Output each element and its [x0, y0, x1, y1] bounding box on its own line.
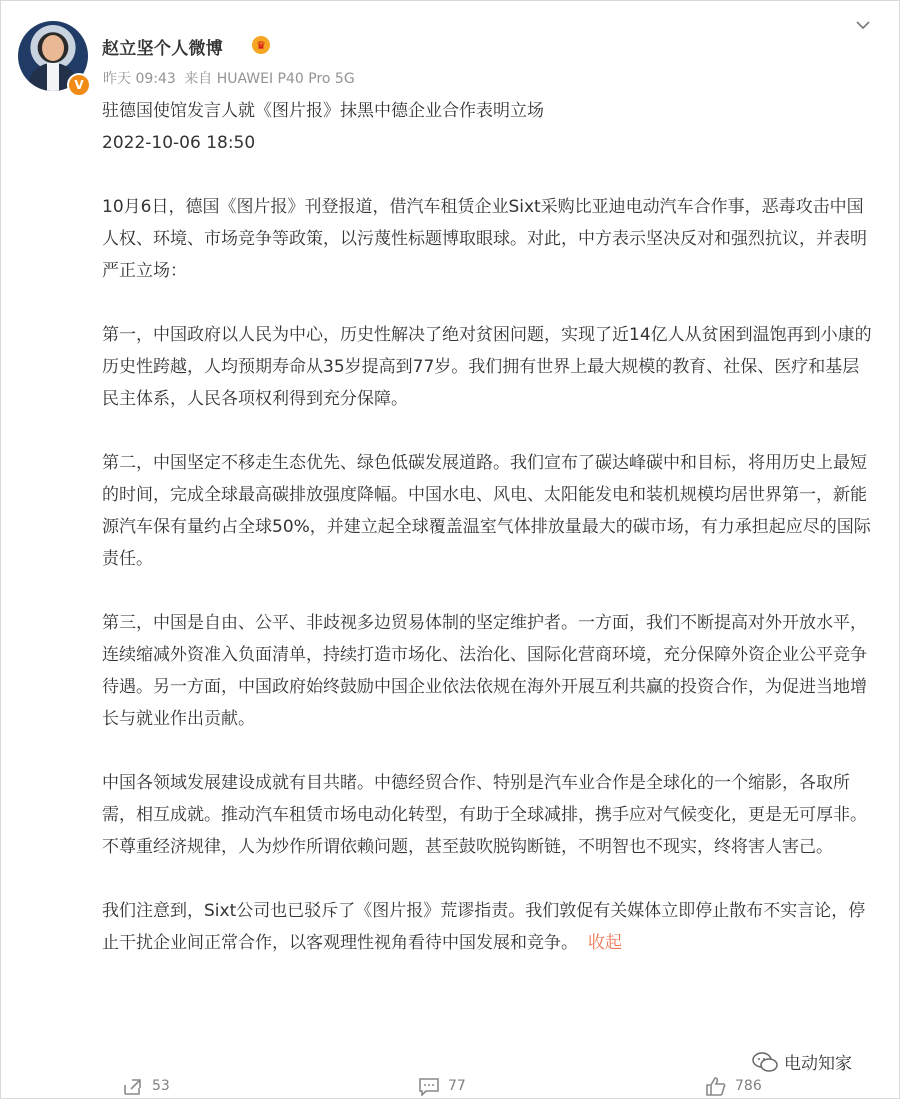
- watermark-text: 电动知家: [784, 1054, 852, 1074]
- post-paragraph: 第二，中国坚定不移走生态优先、绿色低碳发展道路。我们宣布了碳达峰碳中和目标，将用历史上最短的时间，完成全球最高碳排放强度降幅。中国水电、风电、太阳能发电和装机规模均居世界第一，新能源汽车保有量约占全球50%，并建立起全球覆盖温室气体排放量最大的碳市场，有力承担起应尽的国际责任。: [102, 453, 871, 569]
- post-paragraph: 中国各领域发展建设成就有目共睹。中德经贸合作、特别是汽车业合作是全球化的一个缩影，各取所需，相互成就。推动汽车租赁市场电动化转型，有助于全球减排，携手应对气候变化，更是无可厚非。不尊重经济规律，人为炒作所谓依赖问题，甚至鼓吹脱钩断链，不明智也不现实，终将害人害己。: [102, 773, 867, 857]
- post-paragraph-last: [102, 895, 872, 959]
- avatar-face: [42, 35, 64, 61]
- like-button[interactable]: [705, 1076, 762, 1096]
- comment-button[interactable]: [418, 1076, 466, 1096]
- post-body: [102, 95, 872, 959]
- post-date: 2022-10-06 18:50: [102, 133, 256, 153]
- like-icon: [705, 1076, 727, 1096]
- post-source: 来自 HUAWEI P40 Pro 5G: [184, 71, 355, 87]
- comment-count: 77: [448, 1078, 466, 1094]
- like-count: 786: [735, 1078, 762, 1094]
- repost-count: 53: [152, 1078, 170, 1094]
- post-paragraph: 10月6日，德国《图片报》刊登报道，借汽车租赁企业Sixt采购比亚迪电动汽车合作事，恶毒攻击中国人权、环境、市场竞争等政策，以污蔑性标题博取眼球。对此，中方表示坚决反对和强烈抗议，并表明严正立场：: [102, 197, 867, 281]
- vip-badge-icon[interactable]: ♛: [252, 36, 270, 54]
- post-headline: 驻德国使馆发言人就《图片报》抹黑中德企业合作表明立场: [102, 101, 544, 121]
- author-name[interactable]: 赵立坚个人微博: [102, 39, 224, 59]
- post-paragraph: 第三，中国是自由、公平、非歧视多边贸易体制的坚定维护者。一方面，我们不断提高对外开放水平，连续缩减外资准入负面清单，持续打造市场化、法治化、国际化营商环境，充分保障外资企业公平竞争待遇。另一方面，中国政府始终鼓励中国企业依法依规在海外开展互利共赢的投资合作，为促进当地增长与就业作出贡献。: [102, 613, 867, 729]
- repost-button[interactable]: [122, 1076, 170, 1096]
- action-bar: [0, 1070, 900, 1099]
- avatar-shirt: [47, 63, 59, 91]
- verified-v-icon: V: [67, 73, 91, 97]
- post-paragraph: 第一，中国政府以人民为中心，历史性解决了绝对贫困问题，实现了近14亿人从贫困到温饱再到小康的历史性跨越，人均预期寿命从35岁提高到77岁。我们拥有世界上最大规模的教育、社保、医疗和基层民主体系，人民各项权利得到充分保障。: [102, 325, 872, 409]
- chevron-down-icon[interactable]: [854, 16, 872, 34]
- collapse-link[interactable]: 收起: [588, 933, 622, 953]
- wechat-icon: [752, 1052, 778, 1072]
- comment-icon: [418, 1076, 440, 1096]
- post-meta: [103, 68, 359, 88]
- post-paragraph-text: 我们注意到，Sixt公司也已驳斥了《图片报》荒谬指责。我们敦促有关媒体立即停止散布不实言论，停止干扰企业间正常合作，以客观理性视角看待中国发展和竞争。: [102, 901, 866, 953]
- repost-icon: [122, 1076, 144, 1096]
- post-time[interactable]: 昨天 09:43: [103, 71, 176, 87]
